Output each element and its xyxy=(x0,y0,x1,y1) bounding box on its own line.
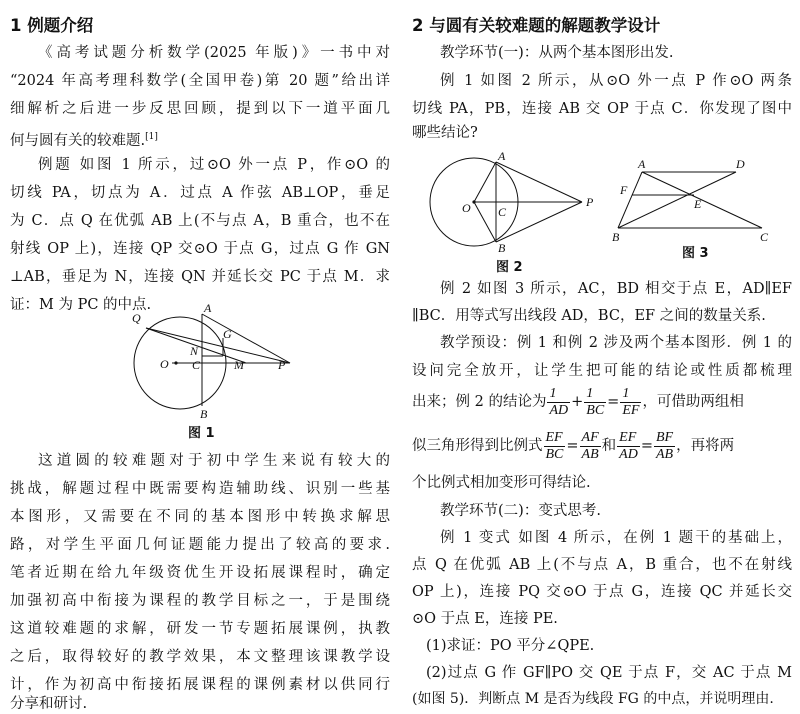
discussion-line-8: 之后，取得较好的教学效果，本文整理该课教学设 xyxy=(10,649,390,665)
frac-BF-over-AB: $\frac{BF}{AB}$ xyxy=(655,429,674,462)
discussion-line-6: 加强初高中衔接为课程的教学目标之一，于是围绕 xyxy=(10,593,390,609)
frac-AF-over-AB: $\frac{AF}{AB}$ xyxy=(581,429,599,462)
fig2-label-C: C xyxy=(498,205,507,219)
figure-1-caption: 图 1 xyxy=(188,426,215,441)
teaching-step-2: 教学环节(二)：变式思考. xyxy=(440,503,601,519)
fig3-label-B: B xyxy=(612,230,620,242)
fig1-label-G: G xyxy=(223,327,232,341)
example-line-5: ⊥AB，垂足为 N，连接 QN 并延长交 PC 于点 M．求 xyxy=(10,269,390,285)
preset-line-1: 教学预设：例 1 和例 2 涉及两个基本图形．例 1 的 xyxy=(440,335,792,351)
formula-line-1: 出来；例 2 的结论为 $\frac{1}{AD}$ + $\frac{1}{BC}$ = $\frac{1}{EF}$ ，可借助两组相 xyxy=(412,385,744,418)
variant-line-3: OP 上)，连接 PQ 交⊙O 于点 G，连接 QC 并延长交 xyxy=(412,584,792,600)
teaching-step-1: 教学环节(一)：从两个基本图形出发. xyxy=(440,45,674,61)
fig3-label-C: C xyxy=(760,230,769,242)
fig1-label-P: P xyxy=(278,358,286,372)
figure-3-diagram xyxy=(608,152,788,242)
frac-EF-over-BC: $\frac{EF}{BC}$ xyxy=(545,429,564,462)
discussion-line-10: 分享和研讨. xyxy=(10,696,88,712)
fig1-label-C: C xyxy=(192,358,201,372)
after-formula-line: 个比例式相加变形可得结论. xyxy=(412,475,591,491)
intro-line-4: 何与圆有关的较难题.[1] xyxy=(10,132,158,149)
ex1-line-3: 哪些结论? xyxy=(412,125,478,141)
figure-2-caption: 图 2 xyxy=(496,260,523,275)
variant-question-2-cont: (如图 5)．判断点 M 是否为线段 FG 的中点，并说明理由. xyxy=(412,691,774,707)
discussion-line-4: 路，对学生平面几何证题能力提出了较高的要求. xyxy=(10,537,390,553)
fig1-label-O: O xyxy=(160,357,169,371)
intro-line-3: 细解析之后进一步反思回顾，提到以下一道平面几 xyxy=(10,101,390,117)
frac-1-over-BC: $\frac{1}{BC}$ xyxy=(586,385,605,418)
discussion-line-3: 本图形，又需要在不同的基本图形中转换求解思 xyxy=(10,509,390,525)
fig1-label-B: B xyxy=(200,407,208,418)
discussion-line-7: 这道较难题的求解，研发一节专题拓展课例，执教 xyxy=(10,621,390,637)
figure-1-diagram xyxy=(120,300,310,418)
discussion-line-9: 计，作为初高中衔接拓展课程的课例素材以供同行 xyxy=(10,677,390,693)
fig3-label-A: A xyxy=(638,157,646,171)
ex1-line-2: 切线 PA，PB，连接 AB 交 OP 于点 C．你发现了图中 xyxy=(412,101,792,117)
example-line-1: 例题 如图 1 所示，过⊙O 外一点 P，作⊙O 的 xyxy=(38,157,390,173)
fig2-label-P: P xyxy=(586,195,594,209)
example-line-6: 证：M 为 PC 的中点. xyxy=(10,297,152,313)
discussion-line-5: 笔者近期在给九年级资优生开设拓展课程时，确定 xyxy=(10,565,390,581)
frac-EF-over-AD: $\frac{EF}{AD}$ xyxy=(619,429,638,462)
intro-line-1: 《高考试题分析数学(2025 年版)》一书中对 xyxy=(38,45,390,61)
frac-1-over-EF: $\frac{1}{EF}$ xyxy=(622,385,640,418)
section-heading-2: 2 与圆有关较难题的解题教学设计 xyxy=(412,16,661,35)
fig2-label-A: A xyxy=(498,149,506,163)
figure-3-caption: 图 3 xyxy=(682,246,709,261)
fig2-label-B: B xyxy=(498,241,506,254)
citation-ref: [1] xyxy=(145,132,158,142)
fig1-label-A: A xyxy=(204,301,212,315)
example-line-2: 切线 PA，切点为 A．过点 A 作弦 AB⊥OP，垂足 xyxy=(10,185,390,201)
variant-question-2: (2)过点 G 作 GF∥PO 交 QE 于点 F，交 AC 于点 M xyxy=(426,665,792,681)
example-line-4: 射线 OP 上)，连接 QP 交⊙O 于点 G，过点 G 作 GN xyxy=(10,241,390,257)
ex2-line-1: 例 2 如图 3 所示，AC，BD 相交于点 E，AD∥EF xyxy=(440,281,792,297)
variant-line-1: 例 1 变式 如图 4 所示，在例 1 题干的基础上， xyxy=(440,530,792,546)
variant-line-4: ⊙O 于点 E，连接 PE. xyxy=(412,611,558,627)
figure-2-diagram xyxy=(422,146,602,254)
right-column xyxy=(412,0,792,714)
fig1-label-M: M xyxy=(234,358,244,372)
fig1-label-Q: Q xyxy=(132,311,141,325)
ex1-line-1: 例 1 如图 2 所示，从⊙O 外一点 P 作⊙O 两条 xyxy=(440,73,792,89)
example-line-3: 为 C．点 Q 在优弧 AB 上(不与点 A，B 重合，也不在 xyxy=(10,213,390,229)
intro-line-2: “2024 年高考理科数学(全国甲卷)第 20 题”给出详 xyxy=(10,73,390,89)
fig3-label-E: E xyxy=(694,197,702,211)
variant-line-2: 点 Q 在优弧 AB 上(不与点 A，B 重合，也不在射线 xyxy=(412,557,792,573)
frac-1-over-AD: $\frac{1}{AD}$ xyxy=(549,385,569,418)
formula-line-2: 似三角形得到比例式 $\frac{EF}{BC}$ = $\frac{AF}{AB}$ 和 $\frac{EF}{AD}$ = $\frac{BF}{AB}$ ，再将两 xyxy=(412,429,735,462)
fig1-label-N: N xyxy=(190,344,199,358)
section-heading-1: 1 例题介绍 xyxy=(10,16,94,35)
left-column xyxy=(10,0,390,714)
fig3-label-D: D xyxy=(736,157,745,171)
preset-line-2: 设问完全放开，让学生把可能的结论或性质都梳理 xyxy=(412,363,792,379)
variant-question-1: (1)求证：PO 平分∠QPE. xyxy=(426,638,595,654)
discussion-line-1: 这道圆的较难题对于初中学生来说有较大的 xyxy=(38,453,390,469)
ex2-line-2: ∥BC．用等式写出线段 AD，BC，EF 之间的数量关系. xyxy=(412,308,766,324)
fig2-label-O: O xyxy=(462,201,471,215)
fig3-label-F: F xyxy=(620,183,628,197)
discussion-line-2: 挑战，解题过程中既需要构造辅助线、识别一些基 xyxy=(10,481,390,497)
